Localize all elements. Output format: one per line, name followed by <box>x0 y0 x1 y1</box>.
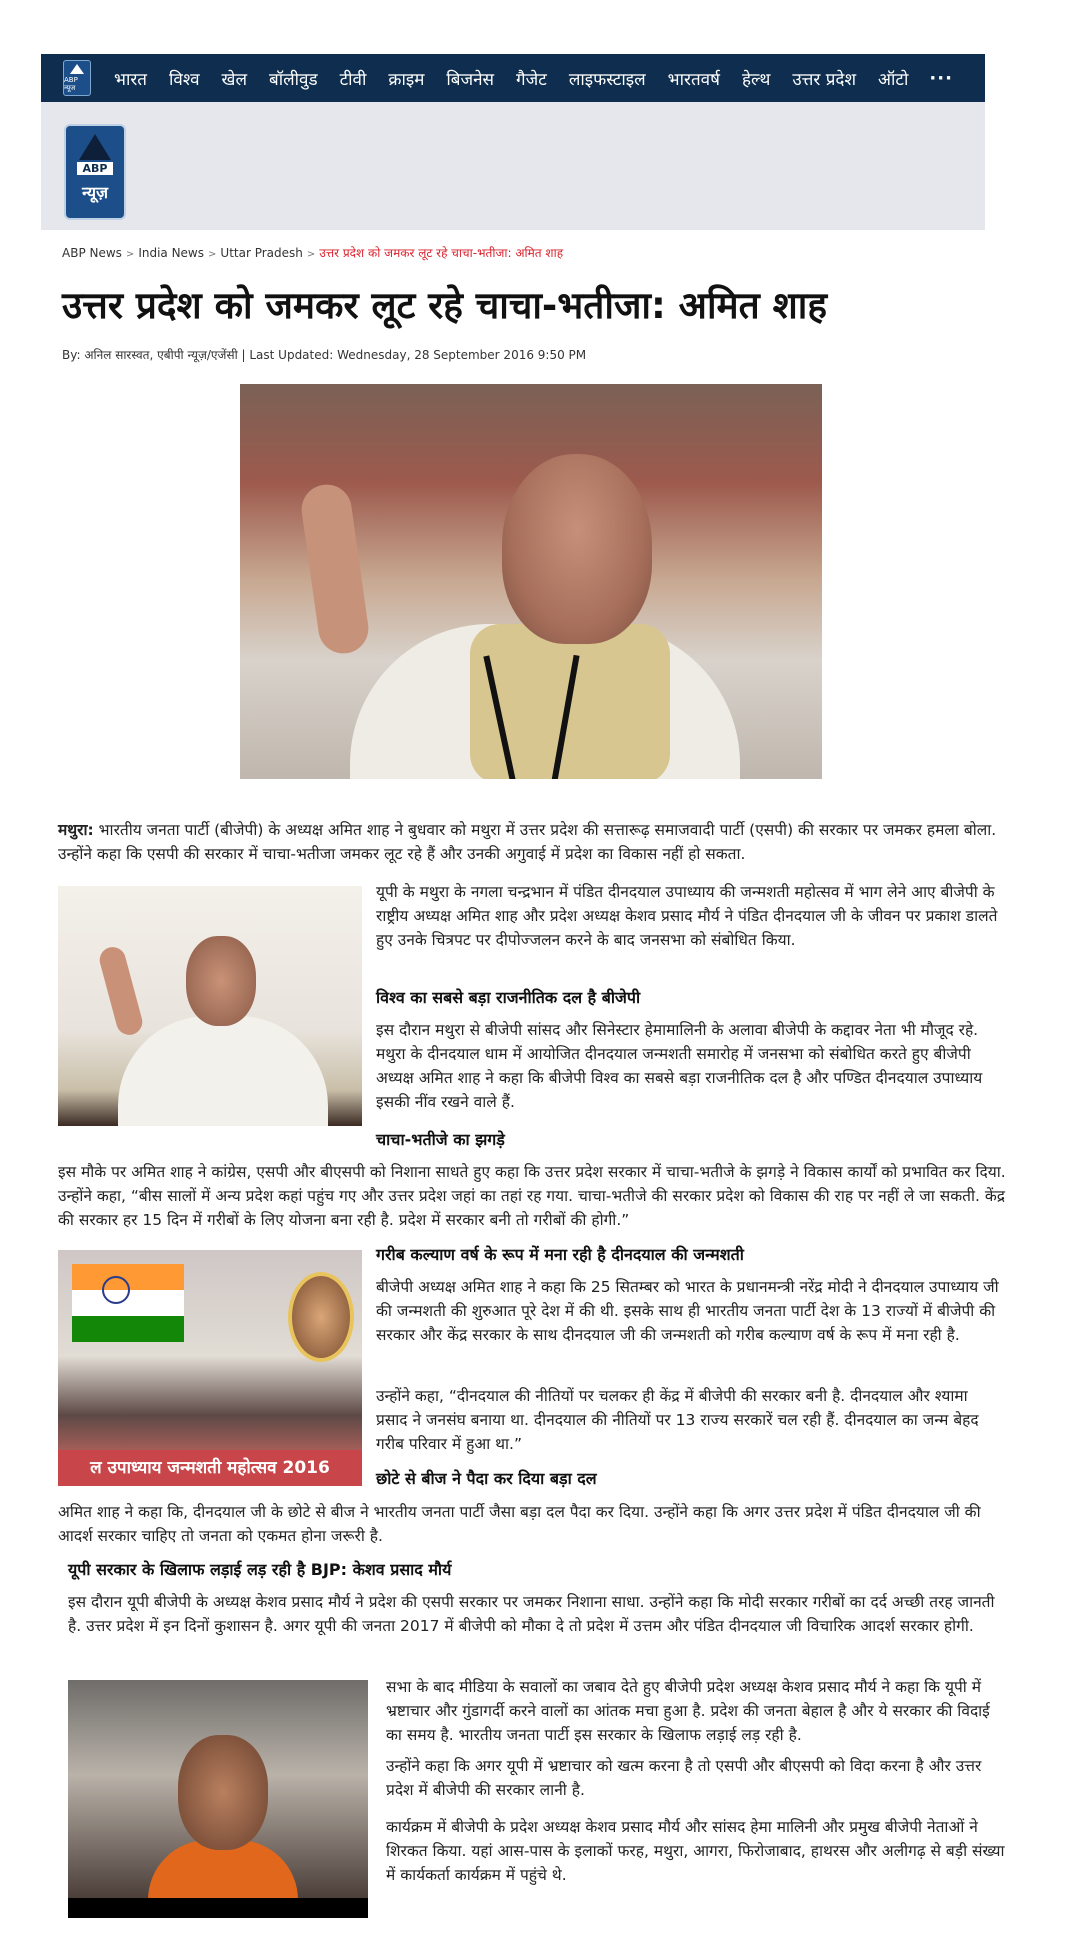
logo-triangle-icon <box>70 64 84 74</box>
paragraph-1-text: भारतीय जनता पार्टी (बीजेपी) के अध्यक्ष अमित शाह ने बुधवार को मथुरा में उत्तर प्रदेश की सत्तारूढ़ समाजवादी पार्टी (एसपी) की सरकार पर जमकर हमला बोला. उन्होंने कहा कि एसपी की सरकार में चाचा-भतीजा जमकर लूट रहे हैं और उनकी अगुवाई में प्रदेश का विकास नहीं हो सकता. <box>58 821 997 863</box>
nav-item-bharatvarsh[interactable]: भारतवर्ष <box>667 69 720 90</box>
breadcrumb-uttar-pradesh[interactable]: Uttar Pradesh <box>220 246 303 260</box>
article-paragraph-10: उन्होंने कहा कि अगर यूपी में भ्रष्टाचार को खत्म करना है तो एसपी और बीएसपी को विदा करना है और उत्तर प्रदेश में बीजेपी की सरकार लानी है. <box>386 1757 982 1799</box>
logo-news-text: न्यूज़ <box>82 183 108 202</box>
article-paragraph-9: सभा के बाद मीडिया के सवालों का जबाव देते हुए बीजेपी प्रदेश अध्यक्ष केशव प्रसाद मौर्य ने कहा कि यूपी में भ्रष्टाचार और गुंडागर्दी करने वालों का आंतक मचा हुआ है. प्रदेश की जनता बेहाल है और ये सरकार की विदाई का समय है. भारतीय जनता पार्टी इस सरकार के खिलाफ लड़ाई लड़ रही है. <box>386 1678 990 1744</box>
article-paragraph-11: कार्यक्रम में बीजेपी के प्रदेश अध्यक्ष केशव प्रसाद मौर्य और सांसद हेमा मालिनी और प्रमुख बीजेपी नेताओं ने शिरकत किया. यहां आस-पास के इलाकों फरह, मथुरा, आगरा, फिरोजाबाद, हाथरस और अलीगढ़ से बड़ी संख्या में कार्यकर्ता कार्यक्रम में पहुंचे थे. <box>386 1818 1005 1884</box>
inline-image-amit-shah-speech <box>58 886 362 1126</box>
event-banner-text: ल उपाध्याय जन्मशती महोत्सव 2016 <box>58 1450 362 1486</box>
logo-triangle-icon <box>79 134 111 160</box>
article-paragraph-7: अमित शाह ने कहा कि, दीनदयाल जी के छोटे से बीज ने भारतीय जनता पार्टी जैसा बड़ा दल पैदा कर दिया. उन्होंने कहा कि अगर उत्तर प्रदेश में पंडित दीनदयाल जी की आदर्श सरकार चाहिए तो जनता को एकमत होना जरूरी है. <box>58 1503 981 1545</box>
hero-image-amit-shah <box>240 384 822 779</box>
article-paragraph-6: उन्होंने कहा, “दीनदयाल की नीतियों पर चलकर ही केंद्र में बीजेपी की सरकार बनी है. दीनदयाल और श्यामा प्रसाद ने जनसंघ बनाया था. दीनदयाल की नीतियों पर 13 राज्य सरकारें चल रही हैं. दीनदयाल का जन्म बेहद गरीब परिवार में हुआ था.” <box>376 1387 979 1453</box>
dateline: मथुरा: <box>58 821 94 839</box>
subheading-biggest-party: विश्व का सबसे बड़ा राजनीतिक दल है बीजेपी <box>376 988 641 1007</box>
article-paragraph-4: इस मौके पर अमित शाह ने कांग्रेस, एसपी और बीएसपी को निशाना साधते हुए कहा कि उत्तर प्रदेश सरकार में चाचा-भतीजे के झगड़े ने विकास कार्यों को प्रभावित कर दिया. उन्होंने कहा, “बीस सालों में अन्य प्रदेश कहां पहुंच गए और उत्तर प्रदेश जहां का तहां रह गया. चाचा-भतीजे की सरकार प्रदेश को विकास की राह पर नहीं ले जा सकती. केंद्र की सरकार हर 15 दिन में गरीबों के लिए योजना बना रही है. प्रदेश में सरकार बनी तो गरीबों की होगी.” <box>58 1163 1006 1229</box>
more-menu-icon[interactable]: ··· <box>929 67 953 89</box>
breadcrumb <box>62 244 563 261</box>
logo-abp-text: ABP <box>77 162 114 175</box>
breadcrumb-current: उत्तर प्रदेश को जमकर लूट रहे चाचा-भतीजा: अमित शाह <box>319 246 564 260</box>
nav-item-tv[interactable]: टीवी <box>339 69 367 90</box>
nav-item-bollywood[interactable]: बॉलीवुड <box>268 69 318 90</box>
subheading-keshav-maurya: यूपी सरकार के खिलाफ लड़ाई लड़ रही है BJP: केशव प्रसाद मौर्य <box>68 1560 452 1579</box>
nav-item-lifestyle[interactable]: लाइफस्टाइल <box>568 69 646 90</box>
article-headline: उत्तर प्रदेश को जमकर लूट रहे चाचा-भतीजा: अमित शाह <box>62 284 828 327</box>
subheading-small-seed: छोटे से बीज ने पैदा कर दिया बड़ा दल <box>376 1469 597 1488</box>
nav-item-uttar-pradesh[interactable]: उत्तर प्रदेश <box>792 69 857 90</box>
breadcrumb-separator: > <box>125 249 135 260</box>
article-paragraph-5: बीजेपी अध्यक्ष अमित शाह ने कहा कि 25 सितम्बर को भारत के प्रधानमन्त्री नरेंद्र मोदी ने दीनदयाल उपाध्याय जी की जन्मशती की शुरुआत पूरे देश में की थी. इसके साथ ही भारतीय जनता पार्टी देश के 13 राज्यों में बीजेपी की सरकार और केंद्र सरकार के साथ दीनदयाल जी की जन्मशती को गरीब कल्याण वर्ष के रूप में मना रही है. <box>376 1278 999 1344</box>
top-nav-bar <box>41 54 985 102</box>
nav-item-gadget[interactable]: गैजेट <box>516 69 547 90</box>
header-band <box>41 102 985 230</box>
breadcrumb-separator: > <box>208 249 217 260</box>
inline-image-centenary-event <box>58 1250 362 1486</box>
nav-item-business[interactable]: बिजनेस <box>446 69 495 90</box>
nav-item-crime[interactable]: क्राइम <box>388 69 425 90</box>
breadcrumb-abp-news[interactable]: ABP News <box>62 246 122 260</box>
article-paragraph-3: इस दौरान मथुरा से बीजेपी सांसद और सिनेस्टार हेमामालिनी के अलावा बीजेपी के कद्दावर नेता भी मौजूद रहे. मथुरा के दीनदयाल धाम में आयोजित दीनदयाल जन्मशती समारोह में जनसभा को संबोधित करते हुए बीजेपी अध्यक्ष अमित शाह ने कहा कि बीजेपी विश्व का सबसे बड़ा राजनीतिक दल है और पण्डित दीनदयाल उपाध्याय इसकी नींव रखने वाले हैं. <box>376 1021 983 1111</box>
breadcrumb-india-news[interactable]: India News <box>138 246 205 260</box>
nav-item-bharat[interactable]: भारत <box>114 69 147 90</box>
article-paragraph-2: यूपी के मथुरा के नगला चन्द्रभान में पंडित दीनदयाल उपाध्याय की जन्मशती महोत्सव में भाग लेने आए बीजेपी के राष्ट्रीय अध्यक्ष अमित शाह और प्रदेश अध्यक्ष केशव प्रसाद मौर्य ने पंडित दीनदयाल जी के जीवन पर प्रकाश डालते हुए उनके चित्रपट पर दीपोज्जलन करने के बाद जनसभा को संबोधित किया. <box>376 883 998 949</box>
abp-news-logo[interactable] <box>64 124 126 220</box>
nav-item-health[interactable]: हेल्थ <box>741 69 771 90</box>
article-paragraph-1 <box>58 818 1008 866</box>
inline-image-keshav-maurya <box>68 1680 368 1918</box>
nav-item-auto[interactable]: ऑटो <box>878 69 909 90</box>
ashoka-chakra-icon <box>102 1276 130 1304</box>
subheading-garib-kalyan: गरीब कल्याण वर्ष के रूप में मना रही है दीनदयाल की जन्मशती <box>376 1245 744 1264</box>
nav-logo-text: ABP न्यूज <box>64 76 78 92</box>
article-byline: By: अनिल सारस्वत, एबीपी न्यूज़/एजेंसी | Last Updated: Wednesday, 28 September 2016 9:50 PM <box>62 348 587 362</box>
nav-item-khel[interactable]: खेल <box>221 69 247 90</box>
article-paragraph-8: इस दौरान यूपी बीजेपी के अध्यक्ष केशव प्रसाद मौर्य ने प्रदेश की एसपी सरकार पर जमकर निशाना साधा. उन्होंने कहा कि मोदी सरकार गरीबों का दर्द अच्छी तरह जानती है. उत्तर प्रदेश में इन दिनों कुशासन है. अगर यूपी की जनता 2017 में बीजेपी को मौका दे तो प्रदेश में उत्तम और पंडित दीनदयाल जी विचारिक आदर्श सरकार होगी. <box>68 1593 995 1635</box>
abp-news-small-logo[interactable] <box>63 60 91 96</box>
nav-item-vishwa[interactable]: विश्व <box>169 69 200 90</box>
breadcrumb-separator: > <box>306 249 316 260</box>
subheading-chacha-bhatija: चाचा-भतीजे का झगड़े <box>376 1130 505 1149</box>
